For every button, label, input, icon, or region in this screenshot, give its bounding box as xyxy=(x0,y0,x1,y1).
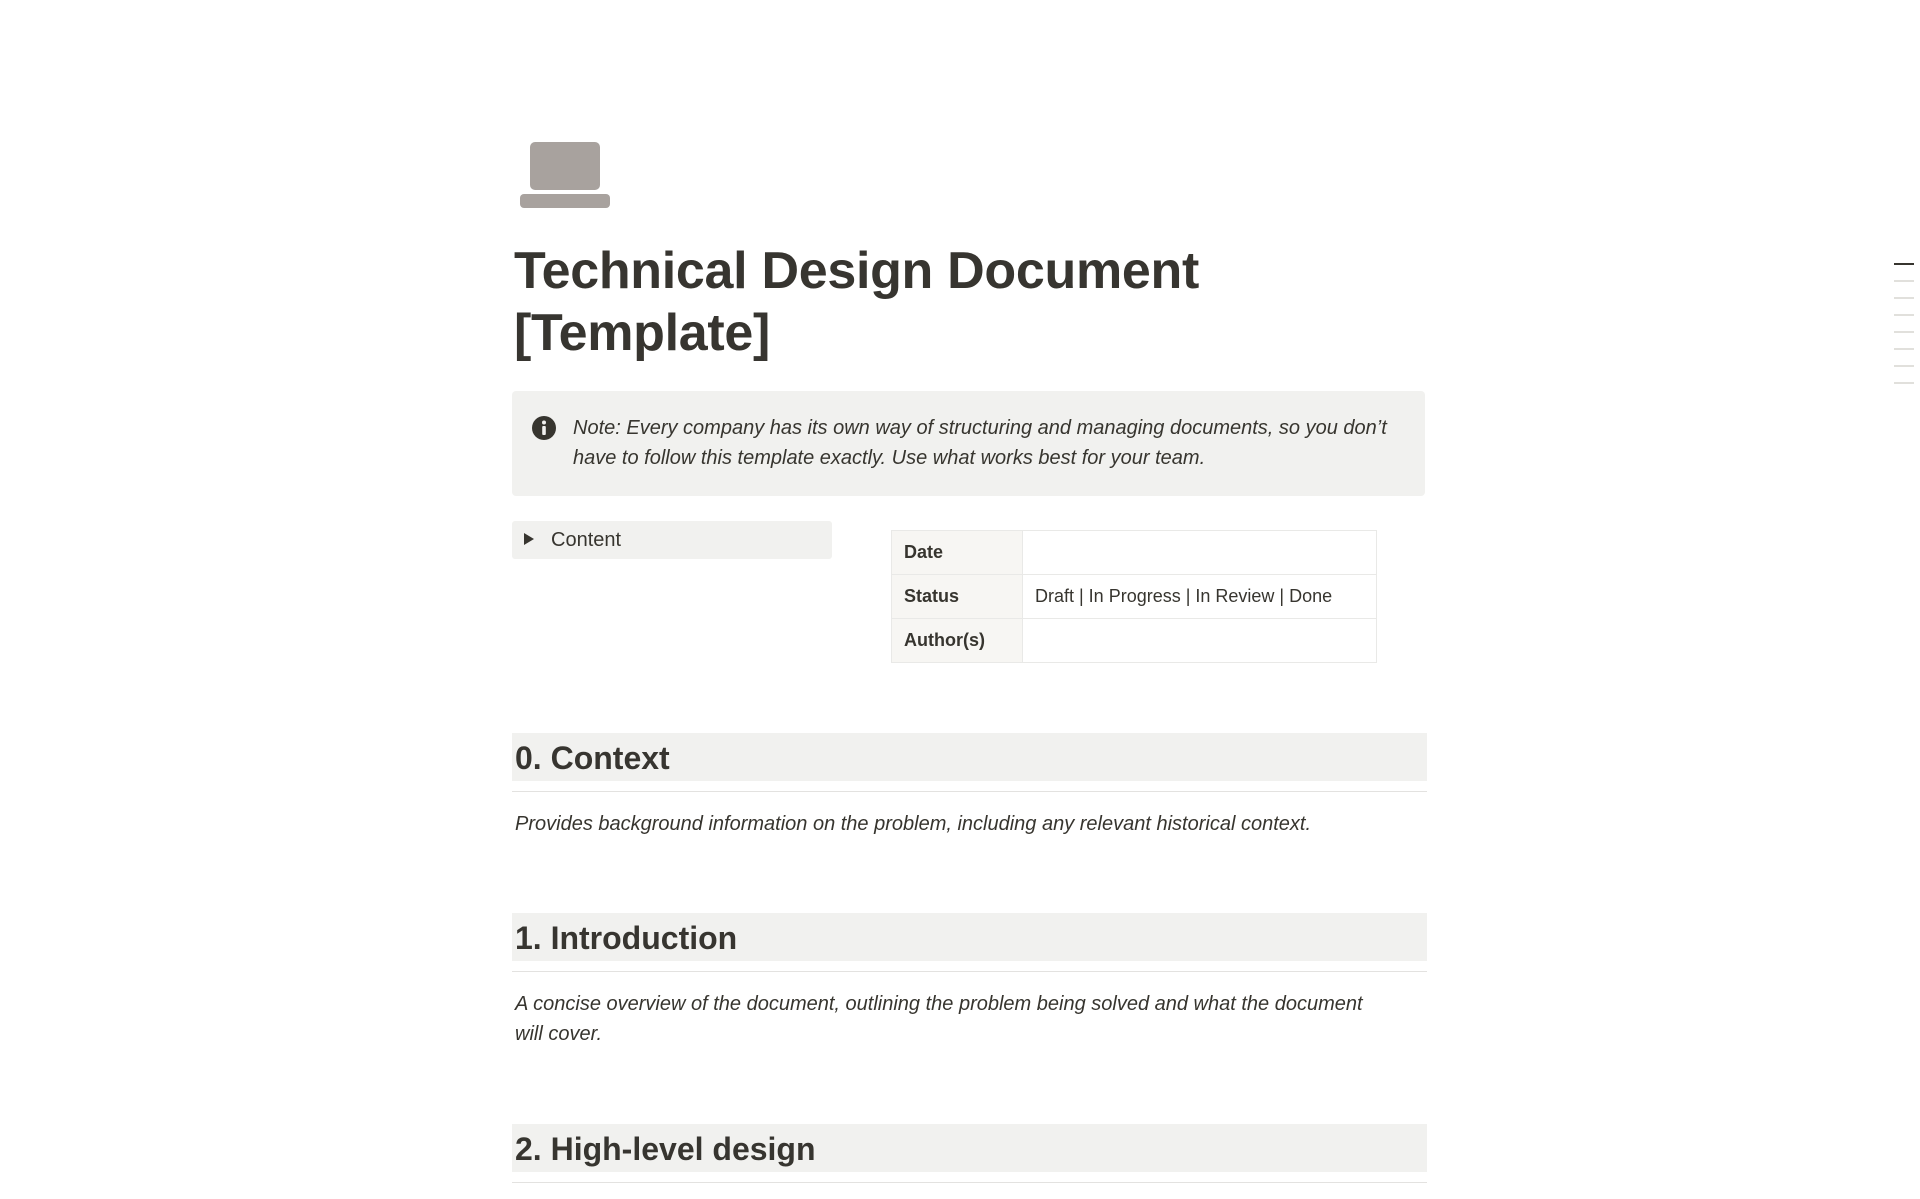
toc-item[interactable] xyxy=(1894,314,1914,316)
section-description[interactable]: A concise overview of the document, outlining the problem being solved and what the document will cover. xyxy=(515,993,1363,1045)
toc-item[interactable] xyxy=(1894,365,1914,367)
property-row-date xyxy=(892,531,1377,575)
table-of-contents-minimap[interactable] xyxy=(1894,263,1914,399)
divider xyxy=(512,971,1427,972)
properties-table xyxy=(891,530,1377,663)
divider xyxy=(512,1182,1427,1183)
section-heading[interactable]: 2. High-level design xyxy=(515,1131,816,1167)
section-heading-block xyxy=(512,913,1427,961)
laptop-icon[interactable] xyxy=(520,140,612,210)
section-heading-block xyxy=(512,1124,1427,1172)
property-row-authors xyxy=(892,619,1377,663)
toc-item[interactable] xyxy=(1894,382,1914,384)
property-value-authors[interactable] xyxy=(1023,619,1377,663)
toc-item[interactable] xyxy=(1894,331,1914,333)
section-heading-block xyxy=(512,733,1427,781)
property-value-date[interactable] xyxy=(1023,531,1377,575)
property-key: Date xyxy=(892,531,1023,575)
property-key: Status xyxy=(892,575,1023,619)
section-high-level-design xyxy=(512,1124,1427,1183)
toc-item[interactable] xyxy=(1894,348,1914,350)
property-row-status xyxy=(892,575,1377,619)
section-context xyxy=(512,733,1427,839)
triangle-right-icon[interactable] xyxy=(524,533,534,545)
page-title[interactable]: Technical Design Document [Template] xyxy=(514,242,1200,362)
note-callout xyxy=(512,391,1425,496)
callout-text[interactable]: Note: Every company has its own way of structuring and managing documents, so you don’t have to follow this template exactly. Use what works best for your team. xyxy=(573,417,1387,469)
property-key: Author(s) xyxy=(892,619,1023,663)
toc-item[interactable] xyxy=(1894,297,1914,299)
section-heading[interactable]: 1. Introduction xyxy=(515,920,738,956)
section-description[interactable]: Provides background information on the problem, including any relevant historical context. xyxy=(515,813,1311,835)
property-value-status[interactable]: Draft | In Progress | In Review | Done xyxy=(1023,575,1377,619)
content-toggle[interactable] xyxy=(512,521,832,559)
toggle-label: Content xyxy=(551,529,622,551)
toc-item[interactable] xyxy=(1894,280,1914,282)
info-icon xyxy=(532,416,556,440)
section-introduction xyxy=(512,913,1427,1049)
section-heading[interactable]: 0. Context xyxy=(515,740,670,776)
toc-item[interactable] xyxy=(1894,263,1914,265)
divider xyxy=(512,791,1427,792)
